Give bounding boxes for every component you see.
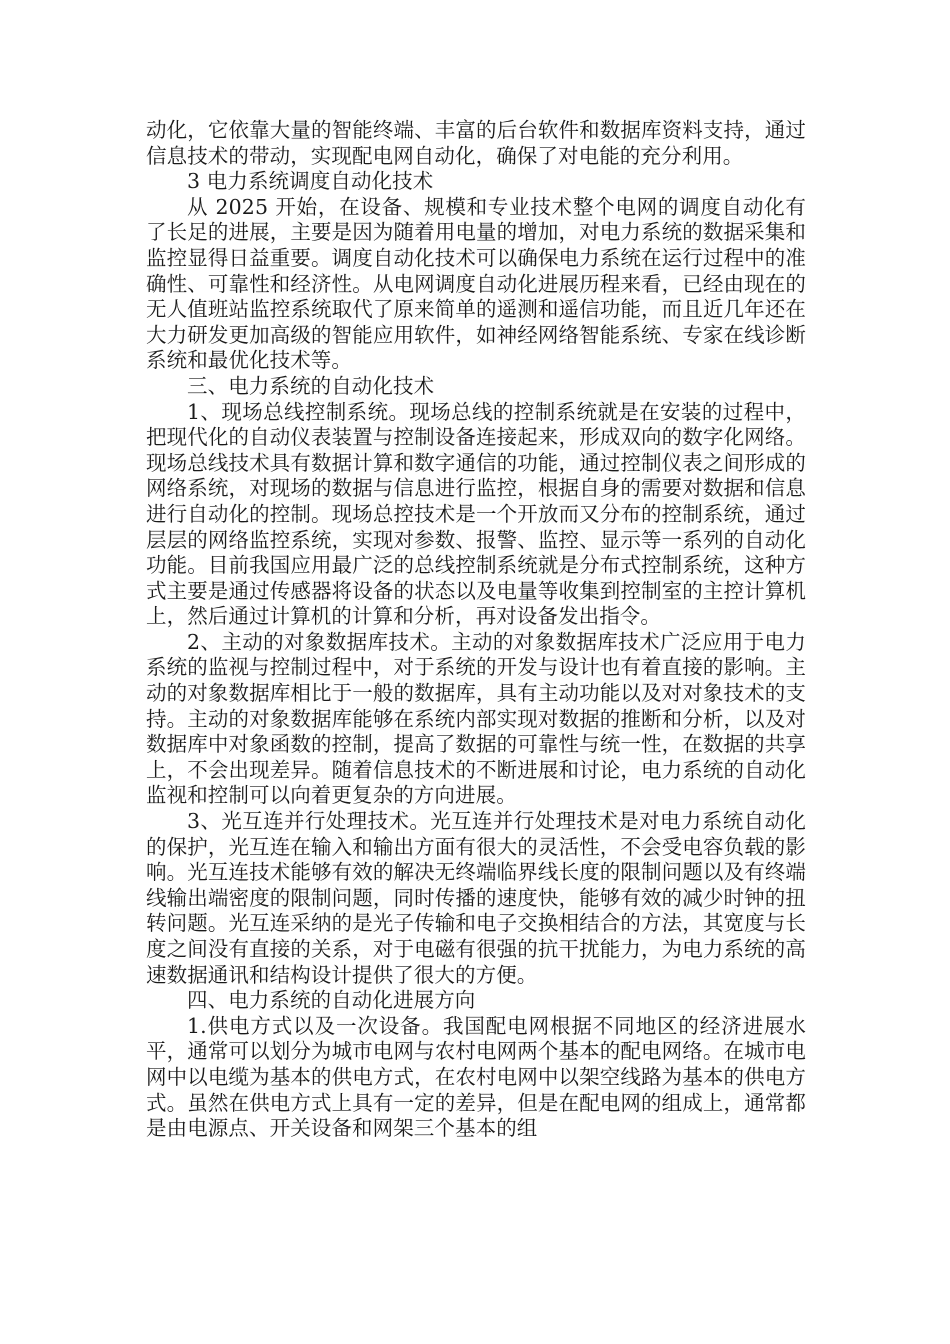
- section-heading-development-direction: 四、电力系统的自动化进展方向: [187, 988, 476, 1013]
- section-heading-dispatch-automation: 3 电力系统调度自动化技术: [187, 169, 434, 194]
- paragraph-continuation: 动化，它依靠大量的智能终端、丰富的后台软件和数据库资料支持，通过信息技术的带动，实现配电网自动化，确保了对电能的充分利用。: [146, 118, 806, 168]
- paragraph-optical-interconnect: 3、光互连并行处理技术。光互连并行处理技术是对电力系统自动化的保护，光互连在输入和输出方面有很大的灵活性，不会受电容负载的影响。光互连技术能够有效的解决无终端临界线长度的限制问题以及有终端线输出端密度的限制问题，同时传播的速度快，能够有效的减少时钟的扭转问题。光互连采纳的是光子传输和电子交换相结合的方法，其宽度与长度之间没有直接的关系，对于电磁有很强的抗干扰能力，为电力系统的高速数据通讯和结构设计提供了很大的方便。: [146, 809, 806, 987]
- paragraph-power-supply-mode: 1.供电方式以及一次设备。我国配电网根据不同地区的经济进展水平，通常可以划分为城市电网与农村电网两个基本的配电网络。在城市电网中以电缆为基本的供电方式，在农村电网中以架空线路为基本的供电方式。虽然在供电方式上具有一定的差异，但是在配电网的组成上，通常都是由电源点、开关设备和网架三个基本的组: [146, 1013, 806, 1141]
- paragraph-dispatch-automation: 从 2025 开始，在设备、规模和专业技术整个电网的调度自动化有了长足的进展，主要是因为随着用电量的增加，对电力系统的数据采集和监控显得日益重要。调度自动化技术可以确保电力系统在运行过程中的准确性、可靠性和经济性。从电网调度自动化进展历程来看，已经由现在的无人值班站监控系统取代了原来简单的遥测和遥信功能，而且近几年还在大力研发更加高级的智能应用软件，如神经网络智能系统、专家在线诊断系统和最优化技术等。: [146, 194, 806, 373]
- document-page: [146, 118, 806, 1142]
- paragraph-active-object-database: 2、主动的对象数据库技术。主动的对象数据库技术广泛应用于电力系统的监视与控制过程中，对于系统的开发与设计也有着直接的影响。主动的对象数据库相比于一般的数据库，具有主动功能以及对对象技术的支持。主动的对象数据库能够在系统内部实现对数据的推断和分析，以及对数据库中对象函数的控制，提高了数据的可靠性与统一性，在数据的共享上，不会出现差异。随着信息技术的不断进展和讨论，电力系统的自动化监视和控制可以向着更复杂的方向进展。: [146, 629, 806, 808]
- paragraph-fieldbus-control: 1、现场总线控制系统。现场总线的控制系统就是在安装的过程中，把现代化的自动仪表装置与控制设备连接起来，形成双向的数字化网络。现场总线技术具有数据计算和数字通信的功能，通过控制仪表之间形成的网络系统，对现场的数据与信息进行监控，根据自身的需要对数据和信息进行自动化的控制。现场总控技术是一个开放而又分布的控制系统，通过层层的网络监控系统，实现对参数、报警、监控、显示等一系列的自动化功能。目前我国应用最广泛的总线控制系统就是分布式控制系统，这种方式主要是通过传感器将设备的状态以及电量等收集到控制室的主控计算机上，然后通过计算机的计算和分析，再对设备发出指令。: [146, 399, 806, 629]
- section-heading-automation-technology: 三、电力系统的自动化技术: [187, 373, 435, 398]
